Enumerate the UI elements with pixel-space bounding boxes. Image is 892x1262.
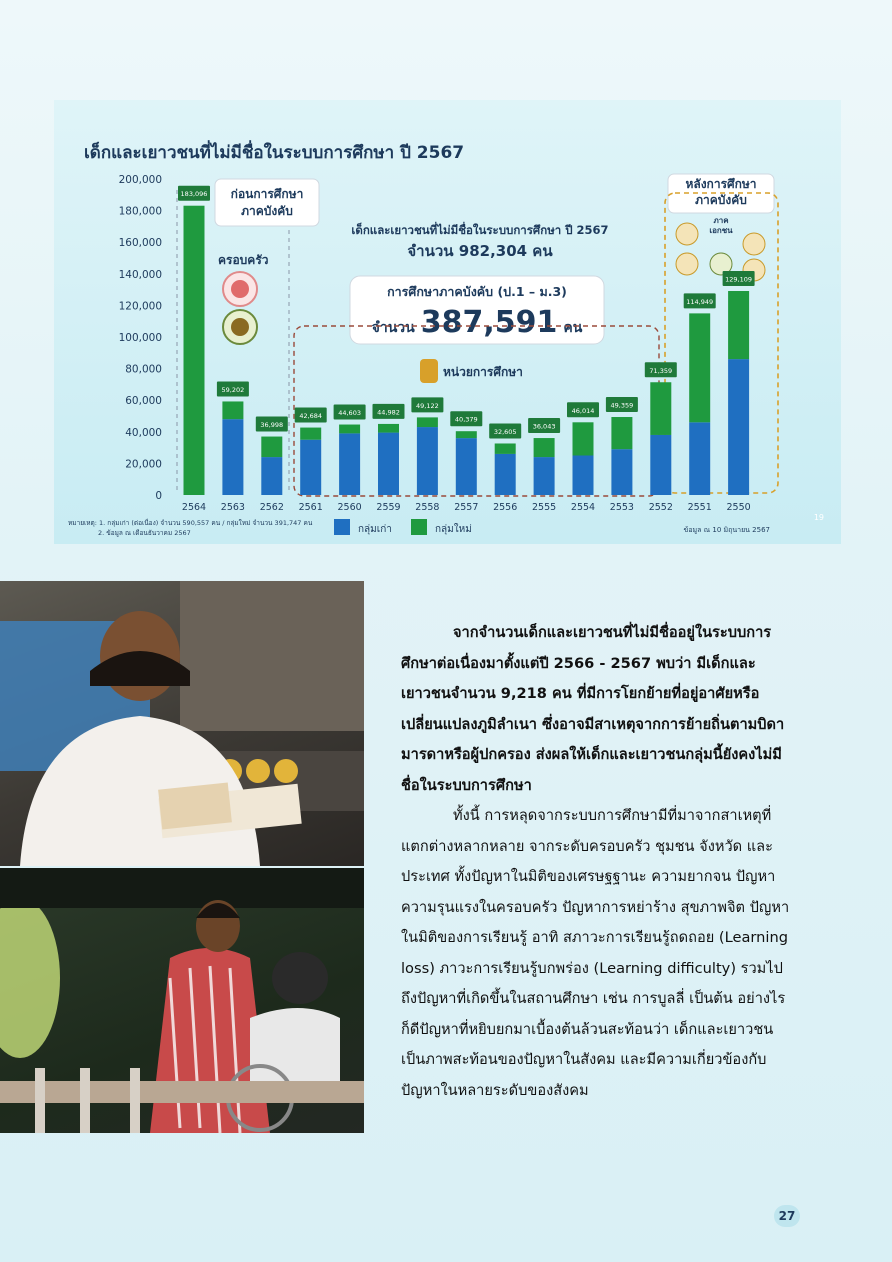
bar-segment <box>184 206 205 495</box>
x-axis <box>182 502 751 513</box>
government-seal-icon <box>223 272 257 306</box>
bar-segment <box>417 427 438 495</box>
x-tick-label: 2557 <box>454 502 479 513</box>
bar-segment <box>650 382 671 435</box>
bar-segment <box>261 457 282 495</box>
x-tick-label: 2558 <box>415 502 440 513</box>
total-data-label: 71,359 <box>649 366 673 375</box>
bar-segment <box>573 422 594 455</box>
bar-segment <box>728 359 749 495</box>
family-label: ครอบครัว <box>218 253 269 267</box>
chart-note-line1: หมายเหตุ: 1. กลุ่มเก่า (ต่อเนื่อง) จำนวน 590,557 คน / กลุ่มใหม่ จำนวน 391,747 คน <box>68 519 313 527</box>
compulsory-total: จำนวน 387,591 คน <box>371 305 583 340</box>
center-title: เด็กและเยาวชนที่ไม่มีชื่อในระบบการศึกษา ปี 2567 <box>351 223 609 237</box>
legend-swatch-new <box>411 519 427 535</box>
legend-label-old: กลุ่มเก่า <box>358 524 392 535</box>
dragon-seal-icon <box>223 310 257 344</box>
total-data-label: 44,982 <box>377 408 400 417</box>
chart-note-line2: 2. ข้อมูล ณ เดือนธันวาคม 2567 <box>98 529 191 537</box>
total-data-label: 40,379 <box>454 415 478 424</box>
total-data-label: 49,122 <box>416 401 439 410</box>
x-tick-label: 2553 <box>609 502 634 513</box>
bar-chart <box>54 100 841 544</box>
x-tick-label: 2562 <box>259 502 284 513</box>
bar-segment <box>456 438 477 495</box>
after-compulsory-label: หลังการศึกษาภาคบังคับ <box>685 177 757 207</box>
total-data-label: 42,684 <box>299 412 323 421</box>
bar-segment <box>378 433 399 495</box>
x-tick-label: 2550 <box>726 502 751 513</box>
bar-segment <box>378 424 399 433</box>
bar-segment <box>534 438 555 457</box>
y-tick-label: 160,000 <box>118 237 162 250</box>
photo-boy-with-wheelchair <box>0 868 364 1133</box>
y-tick-label: 60,000 <box>125 395 162 408</box>
x-tick-label: 2563 <box>220 502 245 513</box>
y-tick-label: 140,000 <box>118 268 162 281</box>
bar-segment <box>261 437 282 458</box>
y-tick-label: 120,000 <box>118 300 162 313</box>
bar-segment <box>417 417 438 427</box>
before-compulsory-label: ก่อนการศึกษาภาคบังคับ <box>230 187 304 218</box>
bar-segment <box>689 313 710 422</box>
legend-swatch-old <box>334 519 350 535</box>
bar-segment <box>495 443 516 453</box>
y-tick-label: 180,000 <box>118 205 162 218</box>
total-data-label: 32,605 <box>493 427 517 436</box>
page-number: 27 <box>774 1205 800 1227</box>
total-data-label: 46,014 <box>571 406 595 415</box>
total-data-label: 114,949 <box>686 297 714 306</box>
total-data-label: 59,202 <box>221 385 245 394</box>
total-data-label: 129,109 <box>725 275 753 284</box>
bar-segment <box>611 449 632 495</box>
bar-segment <box>534 457 555 495</box>
total-data-label: 44,603 <box>338 409 361 418</box>
bar-segment <box>689 422 710 495</box>
x-tick-label: 2560 <box>337 502 362 513</box>
y-tick-label: 200,000 <box>118 174 162 186</box>
y-axis <box>119 174 162 502</box>
center-total: จำนวน 982,304 คน <box>407 242 553 260</box>
x-tick-label: 2551 <box>687 502 712 513</box>
chart-title: เด็กและเยาวชนที่ไม่มีชื่อในระบบการศึกษา ปี 2567 <box>84 143 465 163</box>
x-tick-label: 2554 <box>570 502 596 513</box>
chart-source: ข้อมูล ณ 10 มิถุนายน 2567 <box>683 526 770 534</box>
x-tick-label: 2556 <box>493 502 518 513</box>
bar-segment <box>300 440 321 495</box>
slide-number: 19 <box>813 513 824 522</box>
y-tick-label: 40,000 <box>125 426 162 439</box>
bar-segment <box>222 419 243 495</box>
y-tick-label: 0 <box>155 490 162 502</box>
x-tick-label: 2552 <box>648 502 673 513</box>
bar-segment <box>339 433 360 495</box>
chart-panel <box>54 100 841 544</box>
x-tick-label: 2559 <box>376 502 401 513</box>
school-unit-icon <box>420 359 438 383</box>
x-tick-label: 2555 <box>532 502 557 513</box>
total-data-label: 36,043 <box>532 422 556 431</box>
x-tick-label: 2564 <box>181 502 207 513</box>
body-paragraph-1: จากจำนวนเด็กและเยาวชนที่ไม่มีชื่ออยู่ในระบบการศึกษาต่อเนื่องมาตั้งแต่ปี 2566 - 2567 พบว่า มีเด็กและเยาวชนจำนวน 9,218 คน ที่มีการโยกย้ายที่อยู่อาศัยหรือเปลี่ยนแปลงภูมิลำเนา ซึ่งอาจมีสาเหตุจากการย้ายถิ่นตามบิดามารดาหรือผู้ปกครอง ส่งผลให้เด็กและเยาวชนกลุ่มนี้ยังคงไม่มีชื่อในระบบการศึกษา <box>401 624 785 794</box>
private-sector-label: ภาคเอกชน <box>709 216 733 235</box>
total-data-label: 183,096 <box>180 190 208 199</box>
y-tick-label: 80,000 <box>125 363 162 376</box>
compulsory-label: การศึกษาภาคบังคับ (ป.1 – ม.3) <box>387 284 567 299</box>
photo-boy-reading <box>0 581 364 866</box>
bar-segment <box>300 428 321 440</box>
school-unit-label: หน่วยการศึกษา <box>443 365 523 379</box>
bar-segment <box>456 431 477 438</box>
bar-segment <box>495 454 516 495</box>
bar-segment <box>573 456 594 496</box>
y-tick-label: 100,000 <box>118 332 162 344</box>
bar-segment <box>222 401 243 419</box>
bar-segment <box>339 425 360 434</box>
total-data-label: 36,998 <box>260 421 284 430</box>
body-paragraph-2: ทั้งนี้ การหลุดจากระบบการศึกษามีที่มาจากสาเหตุที่แตกต่างหลากหลาย จากระดับครอบครัว ชุมชน จังหวัด และประเทศ ทั้งปัญหาในมิติของเศรษฐฐานะ ความยากจน ปัญหาความรุนแรงในครอบครัว ปัญหาการหย่าร้าง สุขภาพจิต ปัญหาในมิติของการเรียนรู้ อาทิ สภาวะการเรียนรู้ถดถอย (Learning loss) ภาวะการเรียนรู้บกพร่อง (Learning difficulty) รวมไปถึงปัญหาที่เกิดขึ้นในสถานศึกษา เช่น การบูลลี่ เป็นต้น อย่างไรก็ดีปัญหาที่หยิบยกมาเบื้องต้นล้วนสะท้อนว่า เด็กและเยาวชนเป็นภาพสะท้อนของปัญหาในสังคม และมีความเกี่ยวข้องกับปัญหาในหลายระดับของสังคม <box>401 807 790 1099</box>
bar-segment <box>728 291 749 359</box>
legend-label-new: กลุ่มใหม่ <box>435 524 472 535</box>
y-tick-label: 20,000 <box>125 458 162 471</box>
body-text <box>401 618 794 1106</box>
x-tick-label: 2561 <box>298 502 323 513</box>
bar-segment <box>611 417 632 449</box>
total-data-label: 49,359 <box>610 401 634 410</box>
bar-segment <box>650 435 671 495</box>
